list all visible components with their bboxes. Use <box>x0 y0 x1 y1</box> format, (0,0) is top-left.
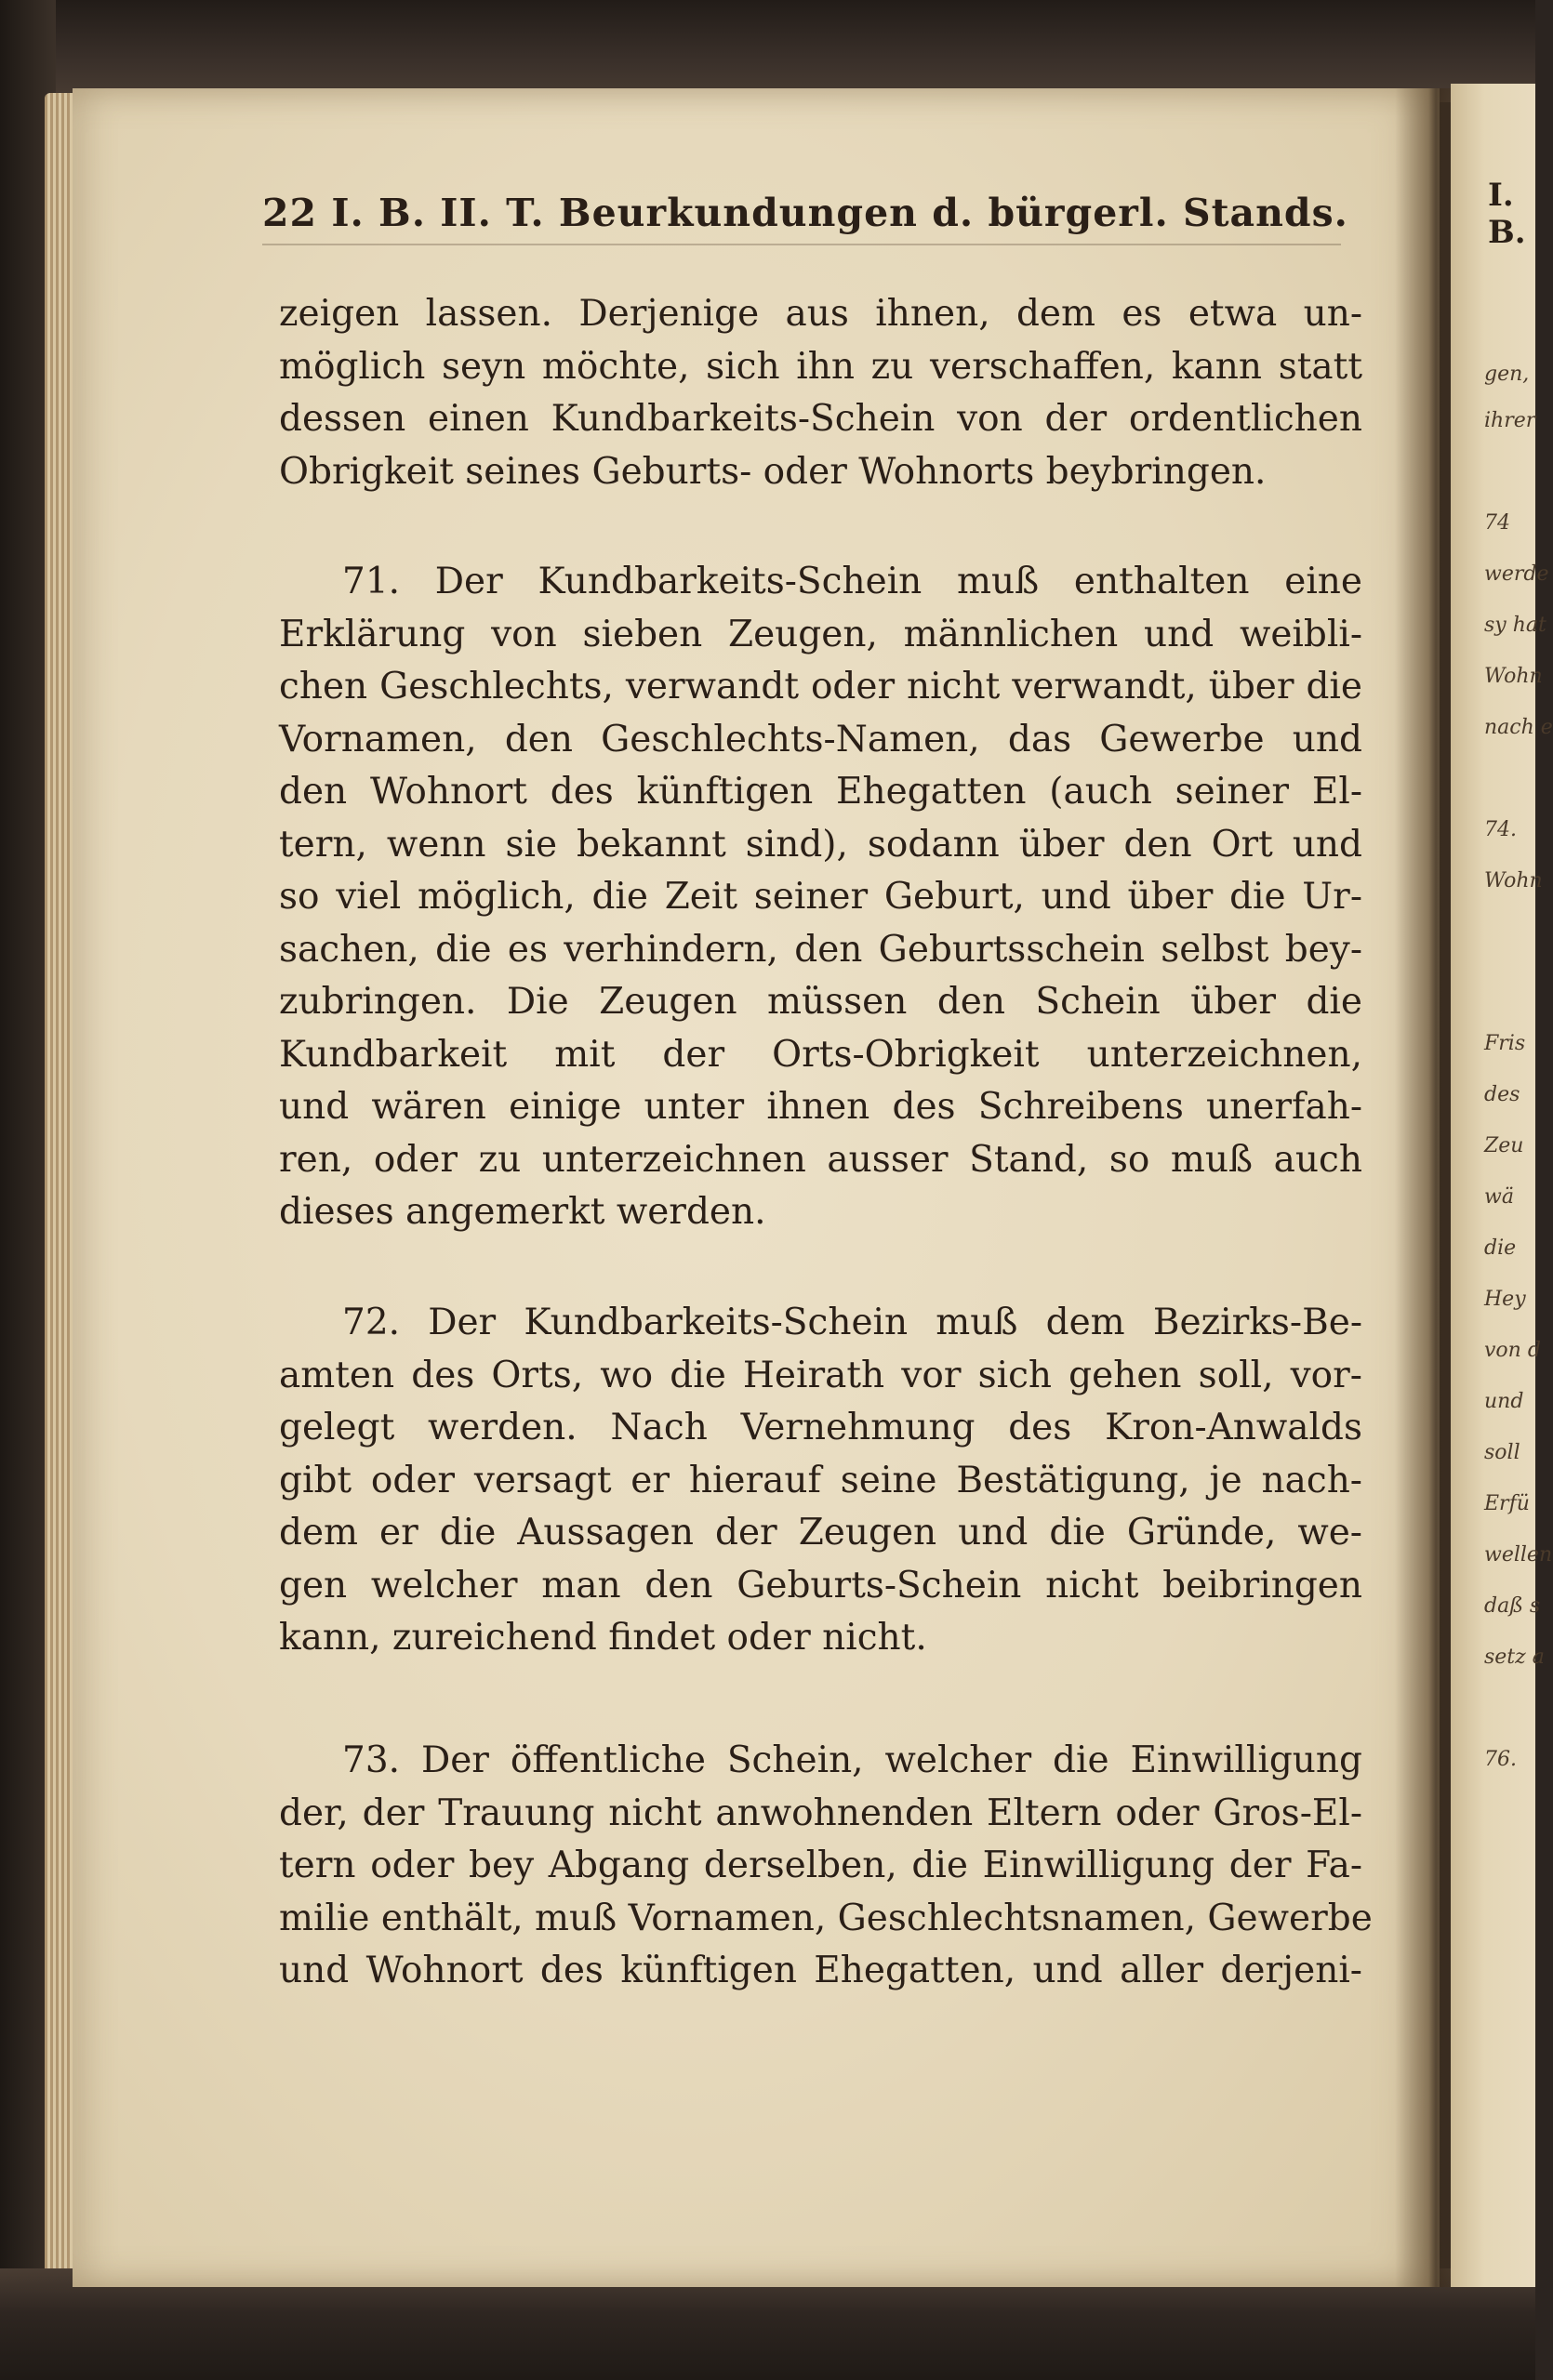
text-line: zubringen. Die Zeugen müssen den Schein über die <box>279 981 1362 1023</box>
facing-fragment: sy hat <box>1484 614 1546 637</box>
text-line: und Wohnort des künftigen Ehegatten, und aller derjeni- <box>279 1950 1362 1991</box>
text-line: dessen einen Kundbarkeits-Schein von der ordentlichen <box>279 398 1362 440</box>
text-line: 71. Der Kundbarkeits-Schein muß enthalten eine <box>342 561 1362 602</box>
facing-fragment: 74. <box>1484 818 1517 841</box>
facing-fragment: ihrer <box>1484 409 1536 432</box>
text-line: Kundbarkeit mit der Orts-Obrigkeit unterzeichnen, <box>279 1033 1362 1076</box>
paragraph-72 <box>279 1297 1362 1665</box>
facing-fragment: des <box>1484 1083 1520 1106</box>
facing-fragment: gen, <box>1484 363 1530 386</box>
text-line: ren, oder zu unterzeichnen ausser Stand, so muß auch <box>279 1138 1362 1181</box>
text-line: dem er die Aussagen der Zeugen und die Gründe, we- <box>279 1512 1362 1554</box>
facing-page-header: I. B. <box>1488 177 1526 251</box>
facing-fragment: Fris <box>1484 1032 1526 1055</box>
book-cover-top <box>0 0 1535 102</box>
facing-fragment: wä <box>1484 1185 1514 1209</box>
facing-fragment: Hey <box>1484 1288 1526 1311</box>
text-line: so viel möglich, die Zeit seiner Geburt, und über die Ur- <box>279 876 1362 918</box>
header-rule <box>262 244 1341 245</box>
facing-fragment: Erfü <box>1484 1492 1530 1515</box>
text-line: kann, zureichend findet oder nicht. <box>279 1617 927 1659</box>
facing-fragment: setz a <box>1484 1646 1545 1669</box>
text-line: 73. Der öffentliche Schein, welcher die Einwilligung <box>342 1739 1362 1781</box>
text-line: der, der Trauung nicht anwohnenden Eltern oder Gros-El- <box>279 1792 1362 1834</box>
paragraph-intro <box>279 288 1362 498</box>
facing-fragment: nach e <box>1484 716 1553 739</box>
paragraph-71 <box>279 556 1362 1239</box>
facing-fragment: 74 <box>1484 511 1510 535</box>
text-line: dieses angemerkt werden. <box>279 1191 766 1233</box>
facing-fragment: von d <box>1484 1339 1541 1362</box>
text-line: zeigen lassen. Derjenige aus ihnen, dem es etwa un- <box>279 293 1362 335</box>
facing-fragment: wellen <box>1484 1543 1553 1567</box>
text-line: gibt oder versagt er hierauf seine Bestätigung, je nach- <box>279 1459 1362 1501</box>
text-line: amten des Orts, wo die Heirath vor sich gehen soll, vor- <box>279 1354 1362 1396</box>
facing-fragment: daß s <box>1484 1594 1541 1618</box>
text-line: sachen, die es verhindern, den Geburtsschein selbst bey- <box>279 928 1362 971</box>
text-line: 72. Der Kundbarkeits-Schein muß dem Bezirks-Be- <box>342 1302 1362 1343</box>
text-line: Obrigkeit seines Geburts- oder Wohnorts beybringen. <box>279 450 1267 493</box>
text-line: und wären einige unter ihnen des Schreibens unerfah- <box>279 1086 1362 1128</box>
text-line: Vornamen, den Geschlechts-Namen, das Gewerbe und <box>279 718 1362 760</box>
facing-fragment: werde <box>1484 562 1549 586</box>
facing-page <box>1451 84 1553 2287</box>
facing-fragment: 76. <box>1484 1748 1517 1771</box>
facing-fragment: Wohn <box>1484 869 1543 892</box>
facing-fragment: die <box>1484 1236 1517 1260</box>
text-line: tern oder bey Abgang derselben, die Einwilligung der Fa- <box>279 1844 1362 1886</box>
text-line: Erklärung von sieben Zeugen, männlichen und weibli- <box>279 613 1362 655</box>
text-line: milie enthält, muß Vornamen, Geschlechtsnamen, Gewerbe <box>279 1897 1373 1939</box>
running-header: 22 I. B. II. T. Beurkundungen d. bürgerl. Stands. <box>262 191 1348 235</box>
text-line: möglich seyn möchte, sich ihn zu verschaffen, kann statt <box>279 345 1362 388</box>
facing-fragment: Zeu <box>1484 1134 1524 1157</box>
facing-fragment: und <box>1484 1390 1524 1413</box>
facing-fragment: Wohn <box>1484 665 1543 688</box>
text-line: den Wohnort des künftigen Ehegatten (auch seiner El- <box>279 771 1362 813</box>
text-line: gen welcher man den Geburts-Schein nicht beibringen <box>279 1564 1362 1606</box>
facing-fragment: soll <box>1484 1441 1520 1464</box>
paragraph-73 <box>279 1735 1373 1998</box>
text-line: chen Geschlechts, verwandt oder nicht verwandt, über die <box>279 666 1362 707</box>
text-line: gelegt werden. Nach Vernehmung des Kron-Anwalds <box>279 1407 1362 1448</box>
text-line: tern, wenn sie bekannt sind), sodann über den Ort und <box>279 823 1362 866</box>
